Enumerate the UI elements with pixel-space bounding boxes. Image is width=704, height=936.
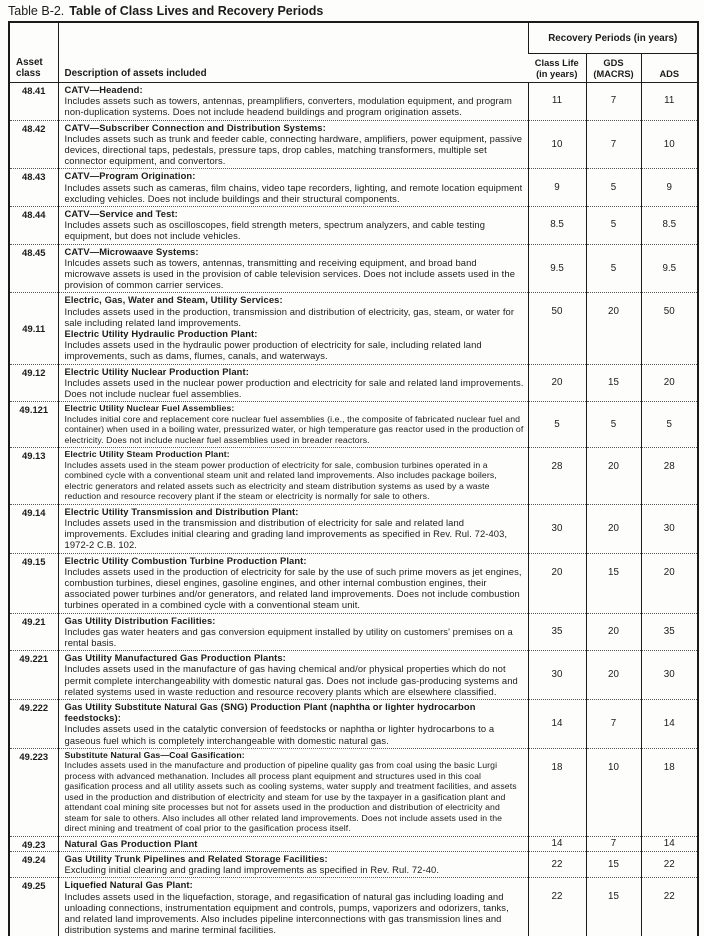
ads-cell: 35: [641, 613, 698, 651]
description-cell: [58, 83, 528, 121]
table-title: [0, 0, 704, 21]
asset-description: Includes assets used in the production, transmission and distribution of electricity, gas, steam, or water for sale including related land improvements.: [64, 305, 515, 328]
class-lives-table: [8, 21, 699, 936]
ads-cell: 18: [641, 748, 698, 836]
asset-class-cell: 48.45: [9, 244, 58, 293]
description-cell: [58, 402, 528, 448]
class-life-cell: 18: [528, 748, 586, 836]
description-cell: [58, 169, 528, 207]
asset-description: Includes gas water heaters and gas conversion equipment installed by utility on customers' premises on a rental basis.: [64, 625, 513, 649]
asset-description: Includes assets used in the transmission and distribution of electricity for sale and related land improvements. Excludes initial clearing and grading land improvements as specified in Rev. Rul. 72-403, 1972-2 C.B. 102.: [64, 516, 508, 551]
asset-class-cell: 48.42: [9, 120, 58, 169]
asset-class-cell: 49.221: [9, 651, 58, 700]
description-cell: [58, 836, 528, 851]
gds-cell: 5: [586, 169, 641, 207]
asset-class-cell: 49.121: [9, 402, 58, 448]
asset-class-cell: 49.25: [9, 878, 58, 936]
class-life-cell: 20: [528, 553, 586, 613]
col-header-gds: GDS (MACRS): [586, 54, 641, 83]
gds-cell: 7: [586, 120, 641, 169]
asset-heading: Substitute Natural Gas—Coal Gasification:: [64, 749, 245, 760]
description-cell: [58, 651, 528, 700]
description-cell: [58, 878, 528, 936]
gds-cell: 15: [586, 553, 641, 613]
table-title-text: Table of Class Lives and Recovery Periods: [69, 4, 324, 18]
class-life-cell: 22: [528, 852, 586, 878]
description-cell: [58, 364, 528, 402]
asset-heading: Electric Utility Steam Production Plant:: [64, 449, 230, 460]
asset-heading: Electric Utility Hydraulic Production Plant:: [64, 328, 258, 340]
description-cell: [58, 244, 528, 293]
description-cell: [58, 852, 528, 878]
asset-description: Includes assets such as trunk and feeder cable, connecting hardware, amplifiers, power equipment, passive devices, directional taps, pedestals, pressure taps, drop cables, matching transformers, multiple set connector equipment, and convertors.: [64, 132, 523, 167]
class-life-cell: 30: [528, 651, 586, 700]
ads-cell: 50: [641, 293, 698, 364]
header-row-top: [9, 22, 698, 54]
gds-cell: 7: [586, 836, 641, 851]
table-row: [9, 504, 698, 553]
ads-cell: 9: [641, 169, 698, 207]
asset-heading: CATV—Subscriber Connection and Distribution Systems:: [64, 121, 326, 133]
table-row: [9, 836, 698, 851]
asset-heading: Natural Gas Production Plant: [64, 837, 198, 849]
table-row: [9, 169, 698, 207]
gds-cell: 5: [586, 207, 641, 245]
asset-heading: Gas Utility Substitute Natural Gas (SNG) Production Plant (naphtha or lighter hydrocarbon feedstocks):: [64, 701, 476, 724]
gds-cell: 20: [586, 293, 641, 364]
col-header-asset-class: Asset class: [16, 57, 43, 79]
asset-description: Includes assets used in the steam power production of electricity for sale, combusion turbines operated in a combined cycle with a conventional steam unit and related land improvements. Also includes package boilers, electric generators and related assets such as electricity and steam distribution systems as used by a waste reduction and resource recovery plant if the steam or electricity is normally for sale to others.: [64, 459, 497, 502]
asset-heading: CATV—Program Origination:: [64, 170, 196, 182]
class-life-cell: 28: [528, 448, 586, 505]
table-row: [9, 293, 698, 364]
class-life-cell: 14: [528, 700, 586, 749]
ads-cell: 14: [641, 836, 698, 851]
asset-description: Excluding initial clearing and grading land improvements as specified in Rev. Rul. 72-40.: [64, 864, 440, 876]
table-row: [9, 402, 698, 448]
description-cell: [58, 748, 528, 836]
class-life-cell: 14: [528, 836, 586, 851]
class-life-cell: 20: [528, 364, 586, 402]
gds-cell: 15: [586, 852, 641, 878]
table-row: [9, 120, 698, 169]
table-title-prefix: Table B-2.: [8, 4, 65, 18]
table-row: [9, 878, 698, 936]
asset-description: Includes assets used in the manufacture of gas having chemical and/or physical properties which do not permit complete interchangeability with domestic natural gas. Does not include gas-producing systems and related systems used in waste reduction and resource recovery plants which are elsewhere classified.: [64, 663, 518, 697]
class-life-cell: 22: [528, 878, 586, 936]
asset-class-cell: 49.12: [9, 364, 58, 402]
class-life-cell: 8.5: [528, 207, 586, 245]
asset-description: Includes assets used in the manufacture and production of pipeline quality gas from coal using the basic Lurgi process with advanced methanation. Includes all process plant equipment and structures used in this coal gasification process and all utility assets such as cooling systems, water supply and treatment facilities, and assets used in the production and distribution of electricity and steam for use by the taxpayer in a gasification plant and attendant coal mining site processes but not for assets used in the production and distribution of electricity and steam for sale to others. Also includes all other related land improvements. Does not include assets used in the direct mining and treatment of coal prior to the gasification process itself.: [64, 760, 517, 834]
asset-class-cell: 48.43: [9, 169, 58, 207]
description-cell: [58, 120, 528, 169]
asset-heading: Gas Utility Trunk Pipelines and Related Storage Facilities:: [64, 853, 328, 865]
asset-heading: Gas Utility Distribution Facilities:: [64, 614, 216, 626]
table-header: [9, 22, 698, 83]
asset-class-cell: 49.13: [9, 448, 58, 505]
ads-cell: 28: [641, 448, 698, 505]
gds-cell: 20: [586, 613, 641, 651]
asset-heading: Electric Utility Nuclear Production Plant:: [64, 365, 249, 377]
ads-cell: 5: [641, 402, 698, 448]
table-row: [9, 651, 698, 700]
asset-description: Includes assets used in the hydraulic power production of electricity for sale, including related land improvements, such as dams, flumes, canals, and waterways.: [64, 339, 482, 362]
col-header-recovery-periods: Recovery Periods (in years): [528, 22, 698, 54]
asset-class-cell: 49.23: [9, 836, 58, 851]
gds-cell: 20: [586, 504, 641, 553]
asset-heading: Electric Utility Transmission and Distribution Plant:: [64, 505, 299, 517]
ads-cell: 8.5: [641, 207, 698, 245]
class-life-cell: 9: [528, 169, 586, 207]
table-body: [9, 83, 698, 936]
asset-class-cell: 49.11: [9, 293, 58, 364]
gds-cell: 5: [586, 244, 641, 293]
description-cell: [58, 700, 528, 749]
table-row: [9, 83, 698, 121]
table-row: [9, 553, 698, 613]
table-row: [9, 364, 698, 402]
ads-cell: 22: [641, 852, 698, 878]
gds-cell: 7: [586, 700, 641, 749]
class-life-cell: 11: [528, 83, 586, 121]
gds-cell: 20: [586, 448, 641, 505]
gds-cell: 15: [586, 364, 641, 402]
table-row: [9, 448, 698, 505]
ads-cell: 22: [641, 878, 698, 936]
gds-cell: 5: [586, 402, 641, 448]
description-cell: [58, 553, 528, 613]
gds-cell: 15: [586, 878, 641, 936]
asset-description: Includes assets used in the production of electricity for sale by the use of such prime movers as jet engines, combustion turbines, diesel engines, gasoline engines, and other internal combustion engines, their associated power turbines and/or generators, and related land improvements. Does not include combustion turbines operated in a combined cycle with a conventional steam unit.: [64, 565, 522, 611]
asset-description: Includes assets used in the liquefaction, storage, and regasification of natural gas including loading and unloading connections, instrumentation equipment and controls, pumps, vaporizers and odorizers, tanks, and related land improvements. Also includes pipeline interconnections with gas transmission lines and distribution systems and marine terminal facilities.: [64, 890, 509, 936]
table-row: [9, 700, 698, 749]
class-life-cell: 5: [528, 402, 586, 448]
table-row: [9, 748, 698, 836]
table-row: [9, 613, 698, 651]
asset-class-cell: 49.15: [9, 553, 58, 613]
asset-class-cell: 49.222: [9, 700, 58, 749]
asset-description: Includes initial core and replacement core nuclear fuel assemblies (i.e., the composite of fabricated nuclear fuel and container) when used in a boiling water, pressurized water, or high temperature gas reactor used in the production of electricity. Does not include nuclear fuel assemblies used in breader reactors.: [64, 413, 524, 445]
class-life-cell: 10: [528, 120, 586, 169]
table-row: [9, 207, 698, 245]
asset-heading: CATV—Service and Test:: [64, 208, 178, 220]
asset-class-cell: 48.44: [9, 207, 58, 245]
asset-description: Includes assets such as towers, antennas, preamplifiers, converters, modulation equipment, and program non-duplication systems. Does not include headend buildings and program origination assets.: [64, 95, 512, 118]
col-header-description: Description of assets included: [58, 22, 528, 83]
asset-heading: Electric, Gas, Water and Steam, Utility Services:: [64, 294, 283, 306]
ads-cell: 30: [641, 651, 698, 700]
asset-class-cell: 49.14: [9, 504, 58, 553]
ads-cell: 9.5: [641, 244, 698, 293]
asset-description: Inlcudes assets such as towers, antennas, transmitting and receiving equipment, and broad band microwave assets is used in the provision of cable television services. Does not include assets used in the provision of common carrier services.: [64, 256, 516, 291]
description-cell: [58, 448, 528, 505]
class-life-cell: 30: [528, 504, 586, 553]
ads-cell: 20: [641, 364, 698, 402]
gds-cell: 7: [586, 83, 641, 121]
asset-heading: CATV—Microwaave Systems:: [64, 245, 199, 257]
asset-heading: Electric Utility Nuclear Fuel Assemblies:: [64, 403, 235, 414]
gds-cell: 10: [586, 748, 641, 836]
description-cell: [58, 504, 528, 553]
description-cell: [58, 207, 528, 245]
class-life-cell: 9.5: [528, 244, 586, 293]
class-life-cell: 35: [528, 613, 586, 651]
asset-description: Includes assets such as cameras, film chains, video tape recorders, lighting, and remote location equipment excluding vehicles. Does not include buildings and their structural components.: [64, 181, 523, 204]
col-header-class-life: Class Life (in years): [534, 58, 579, 79]
table-row: [9, 852, 698, 878]
description-cell: [58, 293, 528, 364]
asset-description: Includes assets used in the nuclear power production and electricity for sale and related land improvements. Does not include nuclear fuel assemblies.: [64, 376, 524, 400]
asset-description: Includes assets used in the catalytic conversion of feedstocks or naphtha or lighter hydrocarbons to a gaseous fuel which is completely interchangeable with domestic natural gas.: [64, 723, 495, 746]
ads-cell: 30: [641, 504, 698, 553]
asset-class-cell: 49.223: [9, 748, 58, 836]
table-row: [9, 244, 698, 293]
class-life-cell: 50: [528, 293, 586, 364]
asset-class-cell: 49.24: [9, 852, 58, 878]
ads-cell: 11: [641, 83, 698, 121]
col-header-ads: ADS: [641, 54, 698, 83]
description-cell: [58, 613, 528, 651]
ads-cell: 10: [641, 120, 698, 169]
asset-heading: CATV—Headend:: [64, 84, 143, 95]
asset-class-cell: 49.21: [9, 613, 58, 651]
asset-description: Includes assets such as oscilloscopes, field strength meters, spectrum analyzers, and cable testing equipment, but does not include vehicles.: [64, 219, 486, 242]
asset-heading: Gas Utility Manufactured Gas Production Plants:: [64, 652, 286, 664]
asset-heading: Electric Utility Combustion Turbine Production Plant:: [64, 554, 307, 566]
ads-cell: 14: [641, 700, 698, 749]
gds-cell: 20: [586, 651, 641, 700]
asset-class-cell: 48.41: [9, 83, 58, 121]
ads-cell: 20: [641, 553, 698, 613]
asset-heading: Liquefied Natural Gas Plant:: [64, 879, 193, 891]
